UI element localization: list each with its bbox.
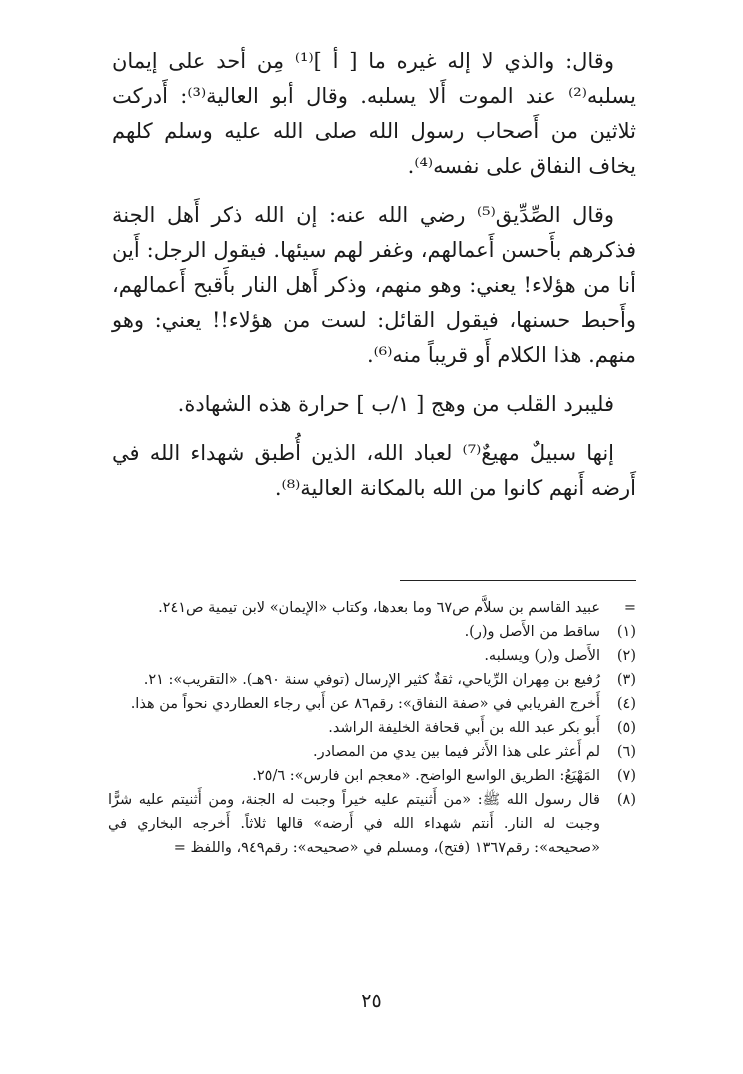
footnote-marker: (٤): [616, 696, 636, 712]
footnote-item: [108, 716, 636, 740]
footnotes: [108, 596, 636, 860]
footnote-marker: (١): [616, 624, 636, 640]
footnote-item: [108, 644, 636, 668]
footnote-marker: =: [623, 600, 636, 616]
footnote-text: المَهْيَعُ: الطريق الواسع الواضح. «معجم ابن فارس»: ٢٥/٦.: [252, 768, 600, 784]
footnote-text: أَخرج الفريابي في «صفة النفاق»: رقم٨٦ عن أَبي رجاء العطاردي نحواً من هذا.: [130, 696, 600, 712]
footnote-item: [108, 692, 636, 716]
footnote-item: [108, 668, 636, 692]
footnote-divider: [400, 580, 636, 581]
footnote-text: أَبو بكر عبد الله بن أَبي قحافة الخليفة الراشد.: [328, 720, 600, 736]
footnote-text: الأَصل و(ر) ويسلبه.: [484, 648, 600, 664]
footnote-text: عبيد القاسم بن سلاَّم ص٦٧ وما بعدها، وكتاب «الإيمان» لابن تيمية ص٢٤١.: [158, 600, 600, 616]
page-number: ٢٥: [361, 990, 382, 1012]
footnote-item: [108, 620, 636, 644]
footnote-text: لم أَعثر على هذا الأَثر فيما بين يدي من المصادر.: [312, 744, 600, 760]
footnote-text: ساقط من الأَصل و(ر).: [464, 624, 600, 640]
footnote-marker: (٦): [616, 744, 636, 760]
footnote-item: [108, 740, 636, 764]
footnote-item: [108, 764, 636, 788]
footnote-marker: (٣): [616, 672, 636, 688]
footnote-marker: (٥): [616, 720, 636, 736]
footnote-marker: (٧): [616, 768, 636, 784]
paragraph-4: إنها سبيلٌ مهيعٌ⁽⁷⁾ لعباد الله، الذين أُطبق شهداء الله في أَرضه أَنهم كانوا من الله بالمكانة العالية⁽⁸⁾.: [112, 441, 636, 500]
paragraph-2: وقال الصِّدِّيق⁽⁵⁾ رضي الله عنه: إن الله ذكر أَهل الجنة فذكرهم بأَحسن أَعمالهم، وغفر لهم سيئها. فيقول الرجل: أَين أنا من هؤلاء! يعني: وهو منهم، وذكر أَهل النار بأَقبح أَعمالهم، وأَحبط حسنها، فيقول القائل: لست من هؤلاء!! يعني: وهو منهم. هذا الكلام أَو قريباً منه⁽⁶⁾.: [112, 203, 636, 367]
footnote-item: [108, 788, 636, 860]
footnote-item: [108, 596, 636, 620]
footnote-text: رُفيع بن مِهران الرِّياحي، ثقةٌ كثير الإرسال (توفي سنة ٩٠هـ). «التقريب»: ٢١.: [143, 672, 600, 688]
paragraph-1: وقال: والذي لا إله غيره ما [ أ ]⁽¹⁾ مِن أحد على إيمان يسلبه⁽²⁾ عند الموت أَلا يسلبه. وقال أبو العالية⁽³⁾: أَدركت ثلاثين من أَصحاب رسول الله صلى الله عليه وسلم كلهم يخاف النفاق على نفسه⁽⁴⁾.: [112, 49, 636, 178]
footnote-text: قال رسول الله ﷺ: «من أَثنيتم عليه خيراً وجبت له الجنة، ومن أَثنيتم عليه شرًّا وجبت له النار. أَنتم شهداء الله في أَرضه» قالها ثلاثاً. أَخرجه البخاري في «صحيحه»: رقم١٣٦٧ (فتح)، ومسلم في «صحيحه»: رقم٩٤٩، واللفظ =: [108, 792, 600, 856]
paragraph-3: فليبرد القلب من وهج [ ١/ب ] حرارة هذه الشهادة.: [177, 392, 614, 416]
footnote-marker: (٢): [616, 648, 636, 664]
main-text: [112, 44, 636, 520]
footnote-marker: (٨): [616, 792, 636, 808]
